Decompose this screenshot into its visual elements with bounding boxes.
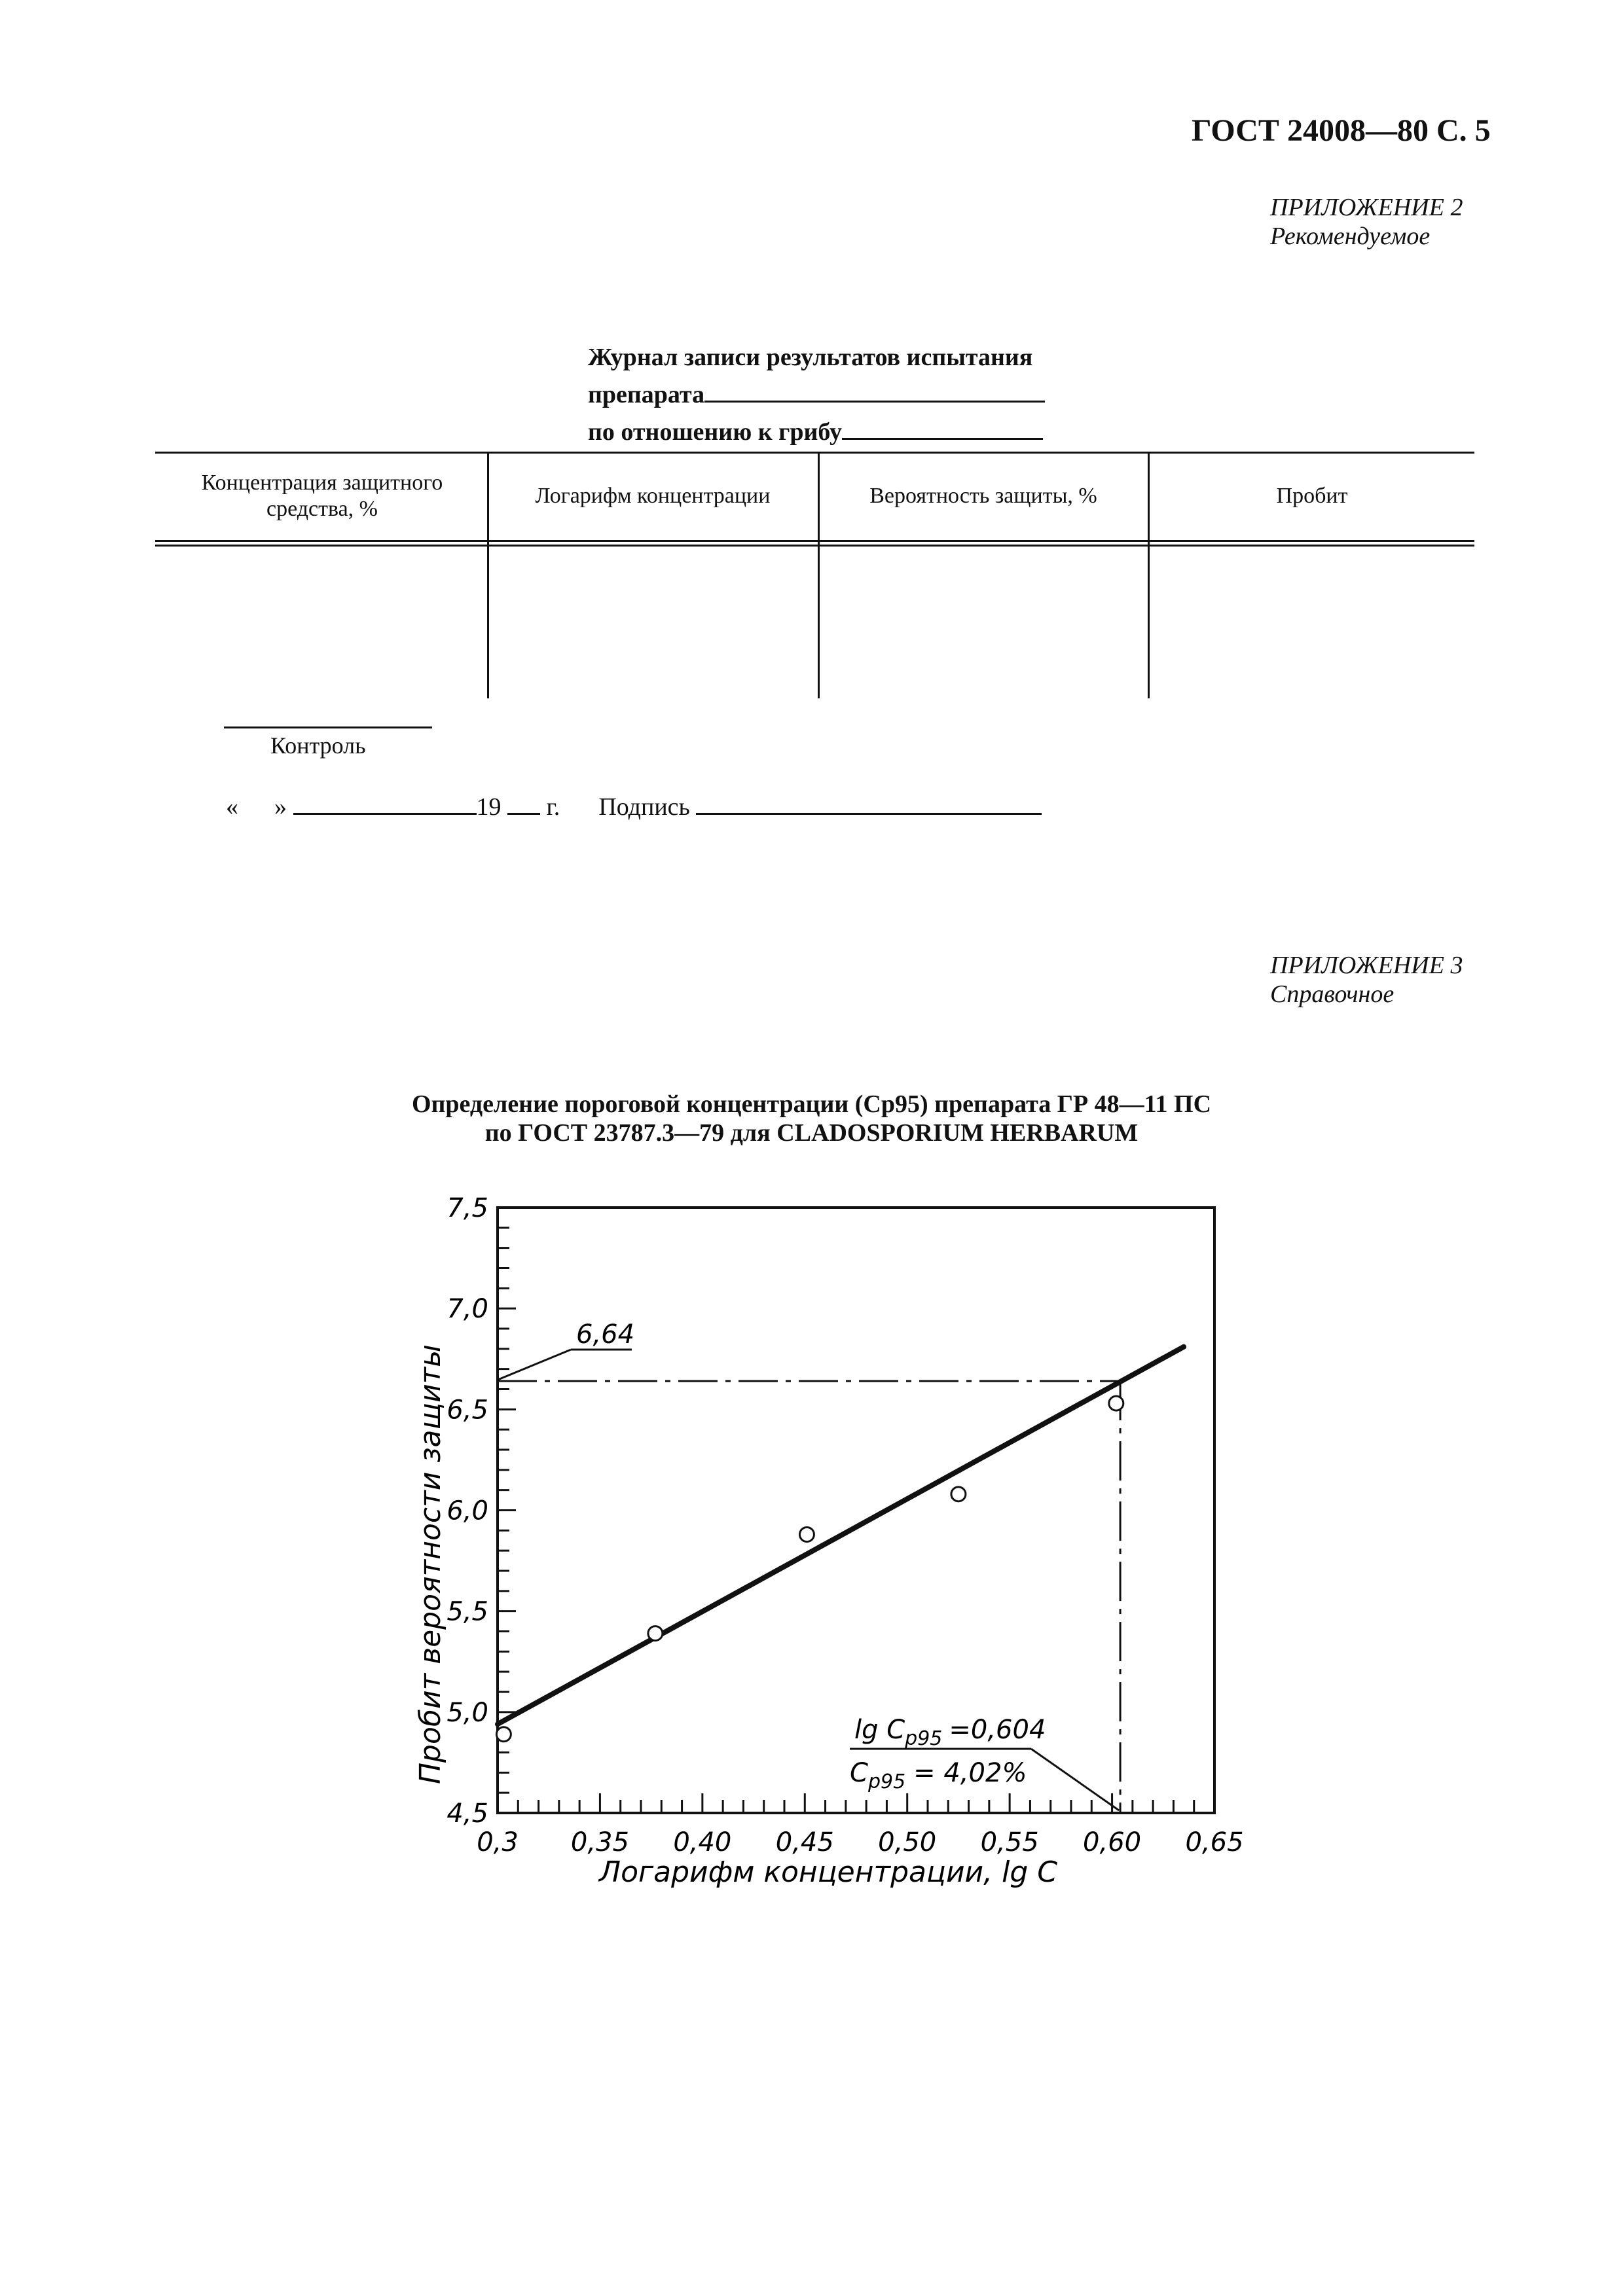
x-tick-label: 0,45	[775, 1827, 834, 1857]
x-tick-label: 0,3	[477, 1827, 519, 1857]
x-tick-label: 0,65	[1185, 1827, 1244, 1857]
journal-title-line1: Журнал записи результатов испытания	[588, 344, 1033, 371]
year-prefix: 19	[476, 793, 501, 821]
y-tick-label: 7,0	[447, 1294, 488, 1325]
annotation-lg-sub: p95	[905, 1727, 943, 1750]
data-point	[951, 1487, 966, 1501]
x-tick-label: 0,55	[980, 1827, 1039, 1857]
signature-label: Подпись	[598, 793, 690, 821]
x-tick-label: 0,35	[570, 1827, 629, 1857]
column-header-probit: Пробит	[1276, 483, 1348, 508]
y-axis-label: Пробит вероятности защиты	[414, 1344, 447, 1785]
y-tick-label: 5,5	[447, 1596, 488, 1627]
annotation-c	[850, 1758, 1027, 1793]
annotation-c-label: C	[850, 1758, 868, 1788]
data-point	[1109, 1396, 1123, 1410]
data-point	[799, 1528, 814, 1542]
quote-open: «	[226, 793, 238, 821]
y-tick-label: 6,5	[447, 1395, 488, 1426]
document-number: ГОСТ 24008—80 С. 5	[1192, 113, 1491, 148]
annotation-lg-leader	[1031, 1749, 1119, 1810]
year-suffix: г.	[546, 793, 560, 821]
y-tick-label: 7,5	[447, 1193, 488, 1223]
quote-close: »	[274, 793, 287, 821]
annotation-c-value: = 4,02%	[913, 1758, 1027, 1788]
column-header-probability: Вероятность защиты, %	[869, 483, 1097, 508]
appendix3-status: Справочное	[1270, 980, 1395, 1008]
control-label: Контроль	[270, 732, 366, 759]
figure-title-line1: Определение пороговой концентрации (Ср95) препарата ГР 48—11 ПС	[411, 1090, 1212, 1118]
appendix3-label: ПРИЛОЖЕНИЕ 3	[1270, 952, 1463, 979]
appendix2-label: ПРИЛОЖЕНИЕ 2	[1270, 194, 1463, 221]
journal-title-line3: по отношению к грибу	[588, 412, 1045, 449]
annotation-lg-label: lg C	[854, 1715, 905, 1745]
regression-line	[498, 1347, 1184, 1725]
annotation-y-leader	[498, 1350, 571, 1380]
x-tick-label: 0,60	[1083, 1827, 1142, 1857]
annotation-c-sub: p95	[867, 1770, 906, 1793]
annotation-lg	[854, 1715, 1046, 1750]
y-tick-label: 5,0	[447, 1697, 488, 1728]
x-axis-label: Логарифм концентрации, lg C	[599, 1856, 1057, 1889]
figure-title-line2: по ГОСТ 23787.3—79 для CLADOSPORIUM HERBARUM	[484, 1119, 1139, 1147]
svg-text:lg Cp95=0,604	[854, 1715, 1046, 1750]
journal-title-line2: препарата	[588, 374, 1045, 412]
y-tick-label: 4,5	[447, 1799, 488, 1829]
column-header-concentration: Концентрация защитного средства, %	[201, 470, 443, 521]
annotation-lg-value: =0,604	[949, 1715, 1046, 1745]
y-tick-label: 6,0	[447, 1496, 488, 1526]
x-tick-label: 0,40	[673, 1827, 732, 1857]
data-point	[648, 1626, 663, 1641]
column-header-log: Логарифм концентрации	[535, 483, 771, 508]
appendix2-status: Рекомендуемое	[1270, 223, 1431, 250]
x-tick-label: 0,50	[878, 1827, 937, 1857]
svg-text:Cp95= 4,02%	[850, 1758, 1027, 1793]
annotation-y-value: 6,64	[576, 1319, 635, 1350]
data-point	[496, 1727, 511, 1742]
